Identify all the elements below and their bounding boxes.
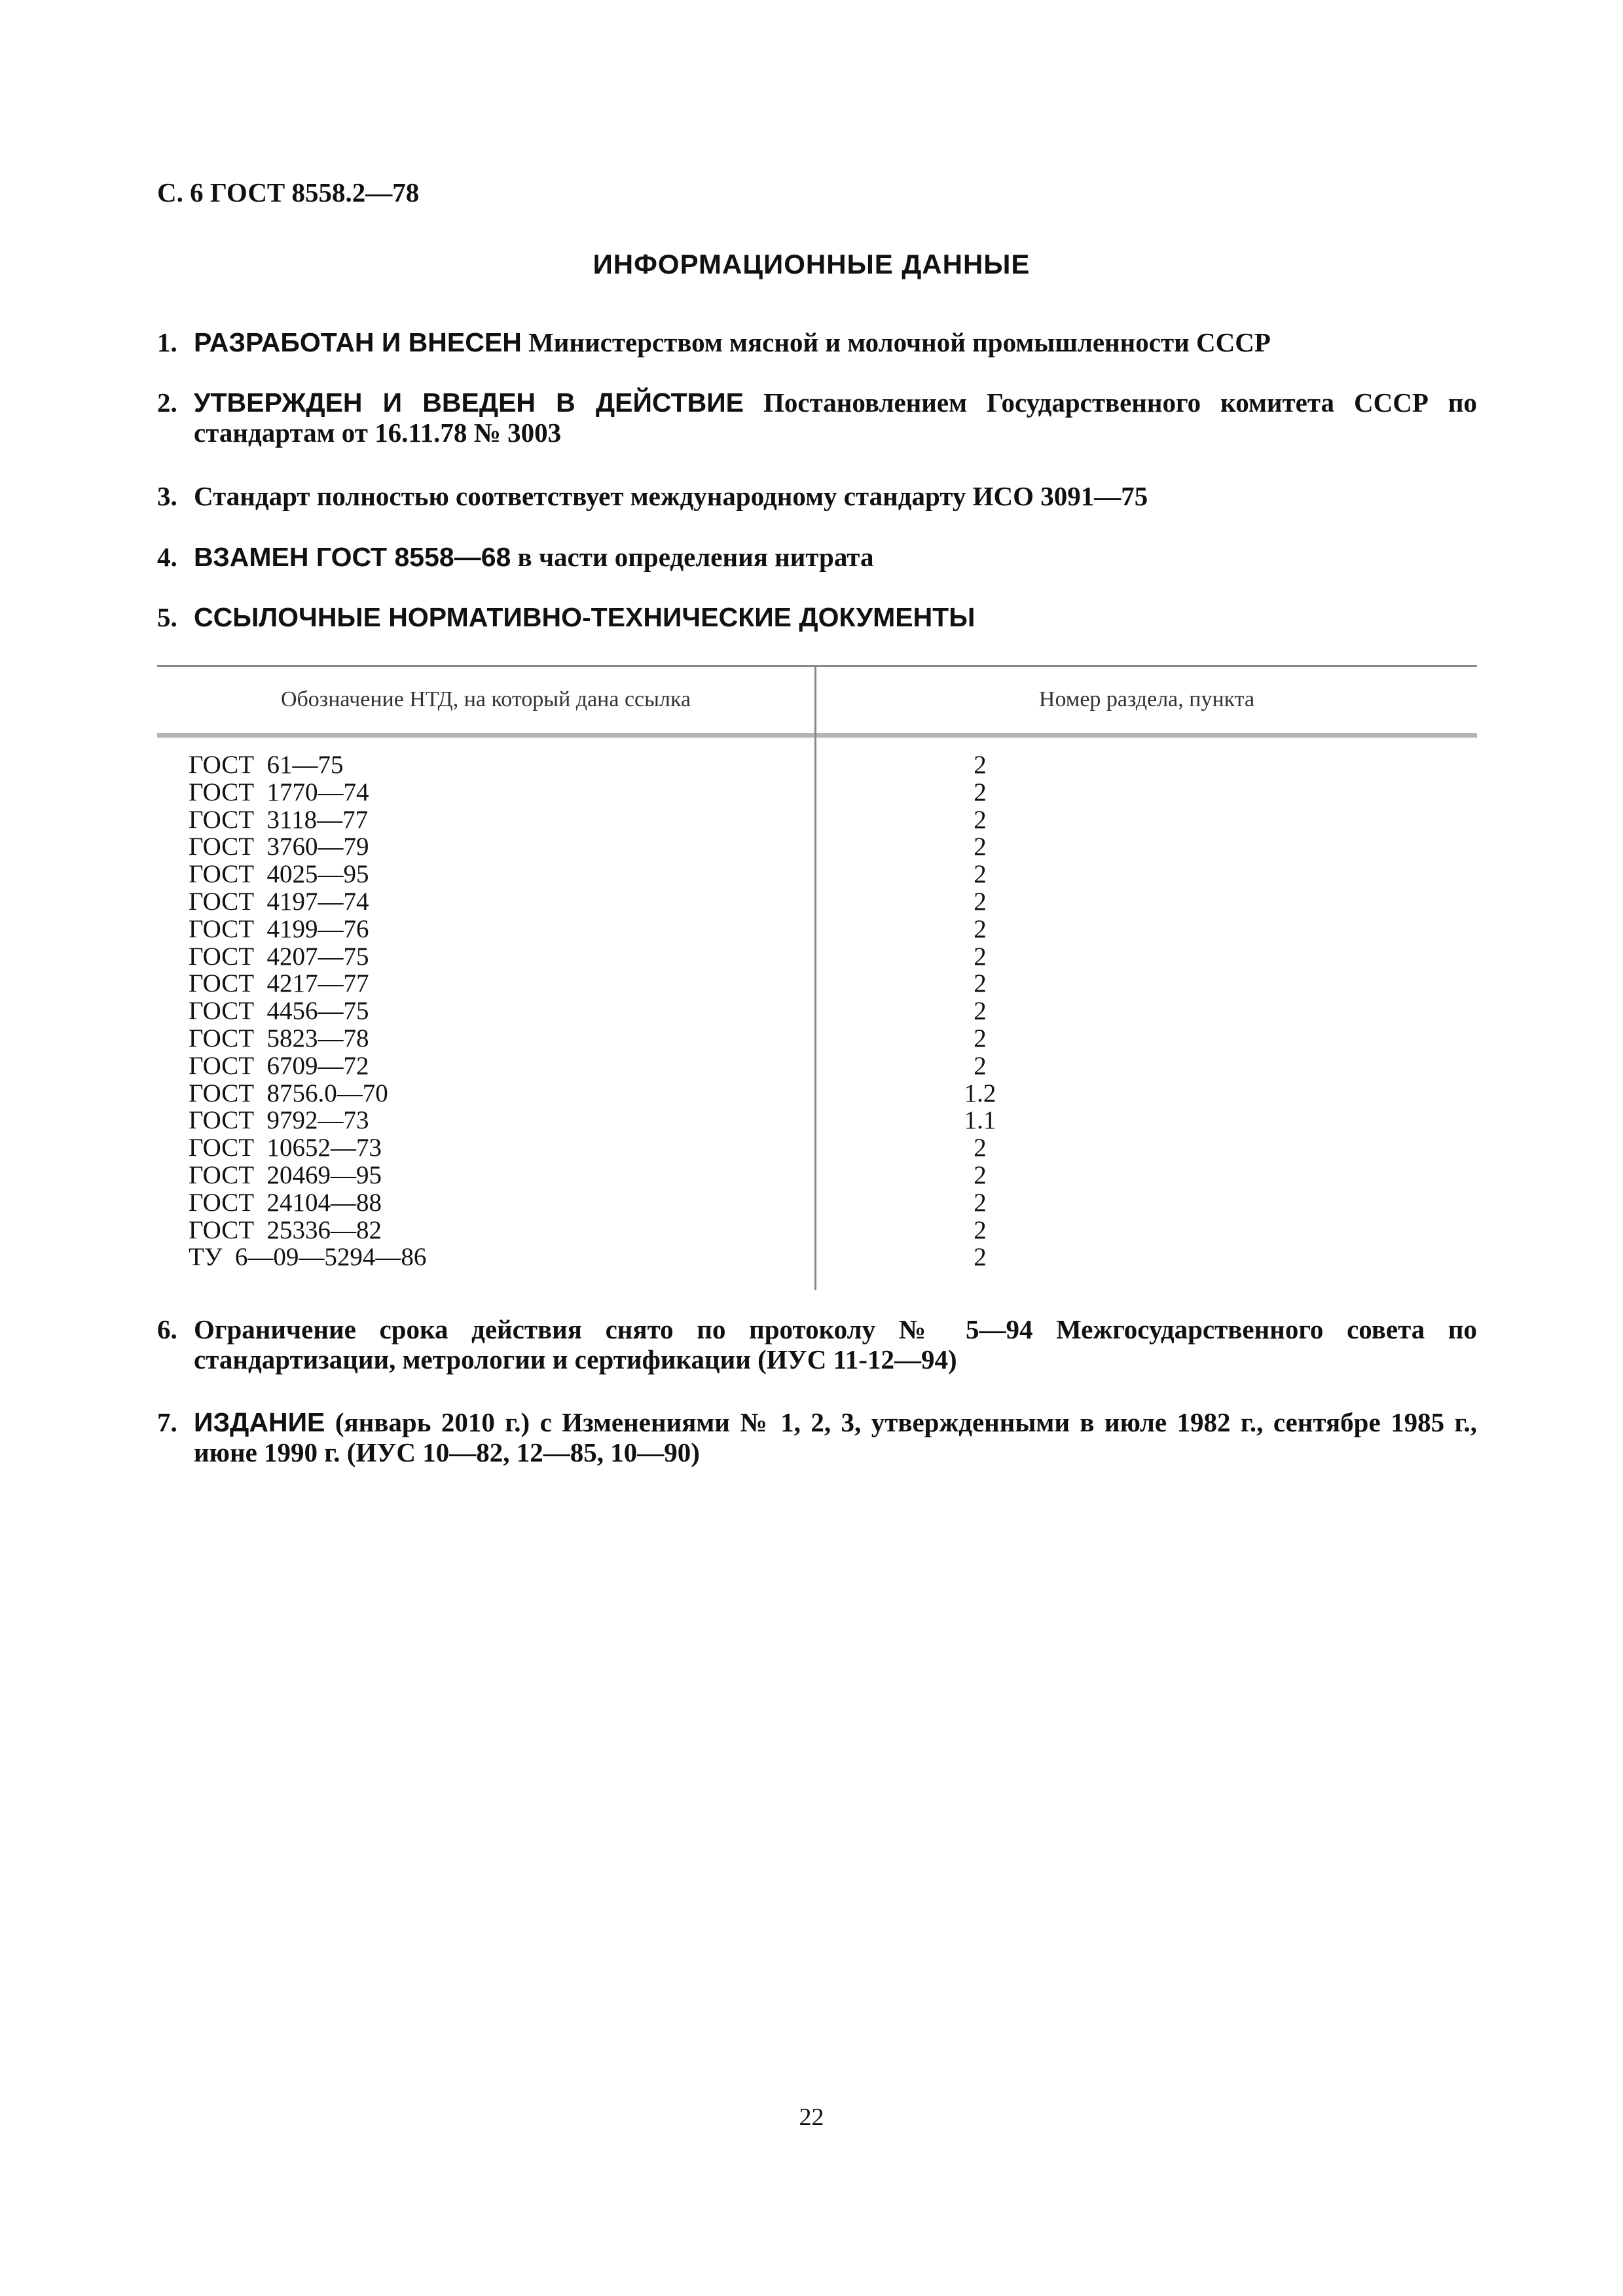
info-item-5 xyxy=(157,602,1477,632)
item-number: 2. xyxy=(157,387,177,418)
item-number: 1. xyxy=(157,327,177,357)
table-cell-section: 2 xyxy=(974,1024,987,1052)
table-cell-section: 2 xyxy=(974,1134,987,1162)
table-top-rule xyxy=(157,665,1477,667)
info-item-4 xyxy=(157,542,1477,572)
table-cell-section: 1.2 xyxy=(964,1079,996,1107)
item-text: Стандарт полностью соответствует международному стандарту ИСО 3091—75 xyxy=(194,481,1148,511)
table-header-section: Номер раздела, пункта xyxy=(1038,687,1255,711)
running-header: С. 6 ГОСТ 8558.2—78 xyxy=(157,177,420,207)
item-lead: ИЗДАНИЕ xyxy=(194,1407,325,1437)
info-item-6 xyxy=(157,1314,1477,1374)
table-cell-section: 2 xyxy=(974,997,987,1026)
table-cell-document: ГОСТ 6709—72 xyxy=(189,1051,369,1080)
page-number: 22 xyxy=(799,2104,824,2131)
document-column xyxy=(189,751,778,1271)
item-text: Министерством мясной и молочной промышленности СССР xyxy=(521,327,1271,357)
table-cell-document: ТУ 6—09—5294—86 xyxy=(189,1243,427,1272)
table-cell-section: 2 xyxy=(974,887,987,916)
table-header-rule xyxy=(157,733,1477,738)
table-cell-document: ГОСТ 4025—95 xyxy=(189,860,369,889)
info-item-1 xyxy=(157,327,1477,357)
table-cell-section: 2 xyxy=(974,1188,987,1217)
info-item-7 xyxy=(157,1407,1477,1467)
table-cell-section: 2 xyxy=(974,1243,987,1272)
table-cell-section: 2 xyxy=(974,778,987,806)
item-number: 7. xyxy=(157,1407,177,1437)
item-number: 4. xyxy=(157,542,177,572)
item-lead: УТВЕРЖДЕН И ВВЕДЕН В ДЕЙСТВИЕ xyxy=(194,387,744,418)
table-cell-document: ГОСТ 24104—88 xyxy=(189,1188,382,1217)
info-item-2 xyxy=(157,387,1477,448)
table-cell-document: ГОСТ 3118—77 xyxy=(189,805,369,834)
table-cell-section: 2 xyxy=(974,833,987,861)
item-text: в части определения нитрата xyxy=(511,542,874,572)
item-number: 3. xyxy=(157,481,177,511)
table-cell-document: ГОСТ 1770—74 xyxy=(189,778,369,806)
table-cell-document: ГОСТ 4197—74 xyxy=(189,887,369,916)
table-cell-document: ГОСТ 4456—75 xyxy=(189,997,369,1026)
table-cell-document: ГОСТ 10652—73 xyxy=(189,1134,382,1162)
table-cell-section: 2 xyxy=(974,969,987,998)
info-item-3 xyxy=(157,481,1477,511)
item-lead: ССЫЛОЧНЫЕ НОРМАТИВНО-ТЕХНИЧЕСКИЕ ДОКУМЕНТЫ xyxy=(194,602,976,632)
section-title: ИНФОРМАЦИОННЫЕ ДАННЫЕ xyxy=(593,249,1030,279)
table-cell-document: ГОСТ 4217—77 xyxy=(189,969,369,998)
table-cell-document: ГОСТ 9792—73 xyxy=(189,1106,369,1135)
table-cell-section: 2 xyxy=(974,805,987,834)
table-cell-section: 1.1 xyxy=(964,1106,996,1135)
reference-documents-table xyxy=(157,665,1477,1293)
table-cell-document: ГОСТ 4207—75 xyxy=(189,942,369,971)
table-cell-document: ГОСТ 3760—79 xyxy=(189,833,369,861)
table-cell-section: 2 xyxy=(974,942,987,971)
table-cell-section: 2 xyxy=(974,1215,987,1244)
table-header-document: Обозначение НТД, на который дана ссылка xyxy=(280,687,691,711)
table-cell-document: ГОСТ 20469—95 xyxy=(189,1160,382,1189)
item-number: 5. xyxy=(157,602,177,632)
section-column xyxy=(816,751,1144,1271)
table-cell-section: 2 xyxy=(974,1051,987,1080)
item-text: Постановлением Государственного комитета СССР по стандартам от 16.11.78 № 3003 xyxy=(194,387,1477,448)
table-cell-section: 2 xyxy=(974,751,987,779)
table-cell-section: 2 xyxy=(974,860,987,889)
item-text: (январь 2010 г.) с Изменениями № 1, 2, 3, утвержденными в июле 1982 г., сентябре 1985 г., июне 1990 г. (ИУС 10—82, 12—85, 10—90) xyxy=(194,1407,1477,1467)
table-cell-document: ГОСТ 4199—76 xyxy=(189,914,369,943)
table-cell-document: ГОСТ 8756.0—70 xyxy=(189,1079,388,1107)
item-lead: ВЗАМЕН ГОСТ 8558—68 xyxy=(194,542,511,572)
item-text: Ограничение срока действия снято по протоколу № 5—94 Межгосударственного совета по стандартизации, метрологии и сертификации (ИУС 11-12—94) xyxy=(194,1314,1477,1374)
item-lead: РАЗРАБОТАН И ВНЕСЕН xyxy=(194,327,522,357)
table-cell-document: ГОСТ 61—75 xyxy=(189,751,344,779)
table-cell-document: ГОСТ 5823—78 xyxy=(189,1024,369,1052)
item-number: 6. xyxy=(157,1314,177,1344)
table-cell-section: 2 xyxy=(974,1160,987,1189)
table-cell-document: ГОСТ 25336—82 xyxy=(189,1215,382,1244)
table-cell-section: 2 xyxy=(974,914,987,943)
